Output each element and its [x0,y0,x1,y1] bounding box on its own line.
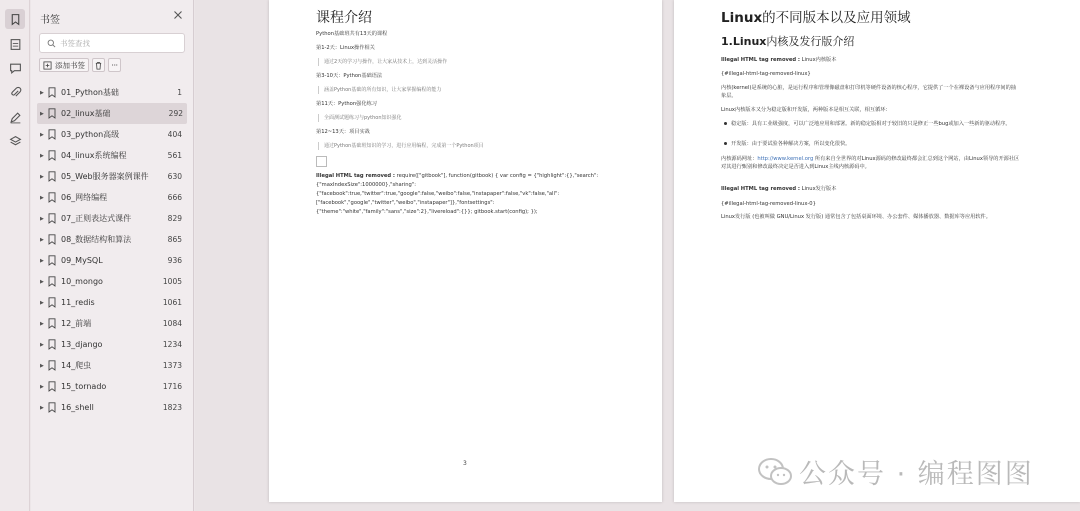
paragraph-text: 所有来自全世界的对Linux源码的修改最终都会汇总到这个网站，由Linux领导的开源社区对其进行甄别和修改最终决定是否进入到Linux主线内核源码中。 [721,156,1020,170]
bookmark-icon [48,234,56,245]
bookmark-item[interactable] [31,397,193,418]
expand-arrow-icon[interactable]: ▶ [40,383,44,390]
expand-arrow-icon[interactable]: ▶ [40,110,44,117]
expand-arrow-icon[interactable]: ▶ [40,215,44,222]
paragraph [721,155,1021,171]
bookmark-label: 04_linux系统编程 [61,151,127,160]
bookmark-icon [48,402,56,413]
code-line: ["facebook","google","twitter","weibo","instapaper"]},"fontsettings": [316,200,495,206]
bookmark-label: 15_tornado [61,382,107,391]
layers-icon[interactable] [5,131,25,151]
subheading-rest: 内核及发行版介绍 [766,35,855,48]
section-title: 第3-10天：Python基础语法 [316,73,383,79]
heading-latin: Linux [721,10,763,26]
bookmark-item[interactable] [31,187,193,208]
expand-arrow-icon[interactable]: ▶ [40,236,44,243]
bookmark-label: 06_网络编程 [61,193,108,202]
code-line: {"maxIndexSize":1000000},"sharing": [316,182,416,188]
expand-arrow-icon[interactable]: ▶ [40,299,44,306]
expand-arrow-icon[interactable]: ▶ [40,404,44,411]
sidebar-icon-rail [0,0,30,511]
bullet-icon [724,142,727,145]
expand-arrow-icon[interactable]: ▶ [40,362,44,369]
bookmark-item[interactable] [31,313,193,334]
bookmark-icon [48,318,56,329]
wechat-icon [757,457,793,487]
section-quote: 全面测试题练习与python知识强化 [318,114,402,122]
bookmark-icon [48,381,56,392]
section-title: 第1-2天：Linux操作相关 [316,45,375,51]
expand-arrow-icon[interactable]: ▶ [40,278,44,285]
expand-arrow-icon[interactable]: ▶ [40,152,44,159]
bookmark-page-number: 1716 [162,382,182,391]
expand-arrow-icon[interactable]: ▶ [40,194,44,201]
code-line [316,172,598,180]
bookmark-page-number: 630 [167,172,182,181]
more-icon: ··· [111,60,118,70]
expand-arrow-icon[interactable]: ▶ [40,341,44,348]
bookmark-item[interactable] [31,271,193,292]
expand-arrow-icon[interactable]: ▶ [40,89,44,96]
bookmark-page-number: 404 [167,130,182,139]
bookmark-page-number: 829 [167,214,182,223]
bookmark-item[interactable] [31,82,193,103]
expand-arrow-icon[interactable]: ▶ [40,131,44,138]
paragraph: 内核(kernel)是系统的心脏，是运行程序和管理像磁盘和打印机等硬件设备的核心程序，它提供了一个在裸设备与应用程序间的抽象层。 [721,85,1016,99]
illegal-tag-text: Linux内核版本 [801,57,837,63]
code-line: {"theme":"white","family":"sans","size":2},"livereload":{}}; gitbook.start(config); }); [316,209,538,215]
page-heading [721,6,911,26]
bullet-icon [724,122,727,125]
bookmark-list [31,82,193,418]
expand-arrow-icon[interactable]: ▶ [40,320,44,327]
bookmark-item[interactable] [31,292,193,313]
add-bookmark-label: 添加书签 [55,60,85,70]
bookmark-item[interactable] [31,229,193,250]
bullet-text: 开发版：由于要试验各种解决方案，所以变化很快。 [731,141,851,147]
add-bookmark-button[interactable] [39,58,89,72]
paragraph: Linux发行版 (也被叫做 GNU/Linux 发行版) 通常包含了包括桌面环境、办公套件、媒体播放器、数据库等应用软件。 [721,214,991,220]
bookmark-icon [48,297,56,308]
illegal-tag-line [721,185,836,193]
bookmark-label: 02_linux基础 [61,109,111,118]
panel-title: 书签 [40,15,60,26]
page-3 [269,0,662,502]
bookmark-panel [31,0,194,511]
bookmark-icon [48,339,56,350]
illegal-tag-label: Illegal HTML tag removed : [316,173,395,179]
bookmark-page-number: 292 [168,109,183,118]
attachment-icon[interactable] [5,82,25,102]
comment-icon[interactable] [5,58,25,78]
add-bookmark-icon [43,61,52,70]
bookmark-page-number: 1 [177,88,182,97]
bookmark-label: 03_python高级 [61,130,120,139]
illegal-tag-label: Illegal HTML tag removed : [721,57,800,63]
bookmark-page-number: 666 [167,193,182,202]
illegal-tag-label: Illegal HTML tag removed : [721,186,800,192]
trash-icon [94,61,103,70]
section-title: 第11天：Python强化练习 [316,101,377,107]
illegal-tag-text: Linux发行版本 [801,186,837,192]
bookmark-label: 10_mongo [61,277,103,286]
bookmark-page-number: 1061 [162,298,182,307]
section-quote: 涵盖Python基础的所有知识，让大家掌握编程的能力 [318,86,441,94]
bookmark-icon [48,108,56,119]
page-number: 3 [463,460,467,467]
paragraph: Linux内核版本又分为稳定版和开发版，两种版本是相互关联，相互循环： [721,107,891,113]
document-view[interactable] [195,0,1080,511]
course-intro: Python基础班共有13天的课程 [316,31,388,37]
signature-icon[interactable] [5,107,25,127]
bookmark-page-number: 561 [167,151,182,160]
search-icon [47,39,56,48]
section-quote: 通过2天的学习与操作，让大家从技术上，达到灵活操作 [318,58,447,66]
watermark-text: 公众号 · 编程图图 [799,459,1034,490]
page-heading: 课程介绍 [316,10,372,26]
bookmark-page-number: 936 [167,256,182,265]
bookmark-page-number: 1823 [162,403,182,412]
bookmark-label: 14_爬虫 [61,361,92,370]
illegal-tag-line [721,56,836,64]
watermark [757,452,1034,491]
bookmark-item[interactable] [37,103,187,124]
anchor-tag: {#illegal-html-tag-removed-linux-0} [721,201,816,207]
section-quote: 通过Python基础班知识的学习，进行应用编程，完成第一个Python项目 [318,142,484,150]
bookmark-label: 16_shell [61,403,94,412]
bookmark-icon[interactable] [5,9,25,29]
bookmark-icon [48,213,56,224]
bookmark-item[interactable] [31,166,193,187]
bookmark-icon [48,171,56,182]
code-line: {"facebook":true,"twitter":true,"google":false,"weibo":false,"instapaper":false,"vk":false,"all": [316,191,560,197]
page-4 [674,0,1080,502]
bookmark-item[interactable] [31,376,193,397]
bookmark-item[interactable] [31,145,193,166]
bookmark-label: 13_django [61,340,103,349]
bullet-text: 稳定版：具有工业级强度，可以广泛地应用和部署。新的稳定版相对于较旧的只是修正一些bug或加入一些新的驱动程序。 [731,121,1011,127]
bookmark-label: 07_正则表达式课件 [61,214,132,223]
bookmark-label: 08_数据结构和算法 [61,235,132,244]
bookmark-page-number: 1005 [162,277,182,286]
expand-arrow-icon[interactable]: ▶ [40,257,44,264]
broken-image-icon [316,156,327,167]
bullet-item [724,120,1021,128]
bookmark-icon [48,129,56,140]
bookmark-item[interactable] [31,208,193,229]
bookmark-item[interactable] [31,124,193,145]
close-icon[interactable] [172,9,184,21]
bookmark-search[interactable] [39,33,185,53]
bookmark-page-number: 1373 [162,361,182,370]
bookmark-label: 01_Python基础 [61,88,119,97]
bookmark-item[interactable] [31,355,193,376]
bookmark-page-number: 865 [167,235,182,244]
bookmark-item[interactable] [31,250,193,271]
bookmark-icon [48,192,56,203]
subheading-num: 1.Linux [721,35,767,48]
bookmark-label: 05_Web服务器案例课件 [61,172,149,181]
section-heading [721,33,854,49]
kernel-link[interactable]: http://www.kernel.org [757,156,814,162]
bookmark-page-number: 1234 [162,340,182,349]
bookmark-icon [48,276,56,287]
delete-bookmark-button[interactable] [92,58,105,72]
section-title: 第12~13天：项目实战 [316,129,370,135]
bookmark-label: 09_MySQL [61,256,103,265]
thumbnail-icon[interactable] [5,34,25,54]
bookmark-item[interactable] [31,334,193,355]
bookmark-label: 12_前端 [61,319,92,328]
expand-arrow-icon[interactable]: ▶ [40,173,44,180]
bookmark-label: 11_redis [61,298,95,307]
bookmark-icon [48,255,56,266]
bookmark-page-number: 1084 [162,319,182,328]
paragraph-text: 内核源码网址： [721,156,758,162]
bullet-item [724,140,850,148]
code-text: require(["gitbook"], function(gitbook) { var config = {"highlight":{},"search": [396,173,599,179]
search-input[interactable] [60,36,180,50]
more-options-button[interactable] [108,58,121,72]
bookmark-icon [48,150,56,161]
anchor-tag: {#illegal-html-tag-removed-linux} [721,71,811,77]
heading-rest: 的不同版本以及应用领域 [762,10,911,26]
bookmark-icon [48,87,56,98]
bookmark-icon [48,360,56,371]
